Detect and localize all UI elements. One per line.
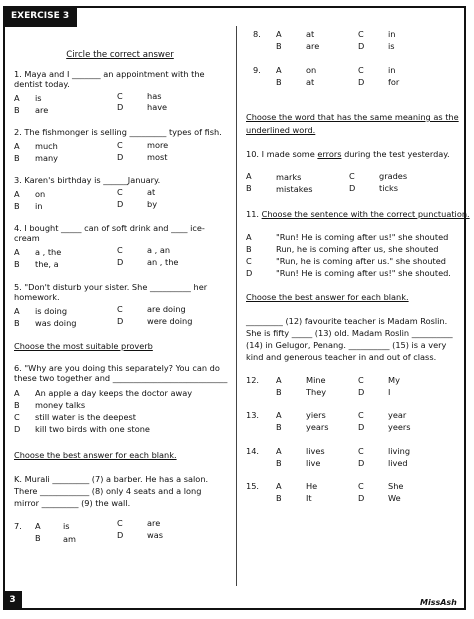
q6-option-a[interactable]: An apple a day keeps the doctor away bbox=[35, 388, 193, 398]
page-number: 3 bbox=[3, 591, 22, 610]
q12-option-d[interactable]: I bbox=[388, 387, 391, 397]
q13-option-b[interactable]: years bbox=[306, 422, 329, 432]
q13-letter-d: D bbox=[358, 422, 365, 432]
q7-letter-d: D bbox=[117, 530, 124, 540]
q15-letter-d: D bbox=[358, 493, 365, 503]
q2-letter-a: A bbox=[14, 141, 20, 151]
q10-letter-c: C bbox=[349, 171, 355, 181]
q8-letter-a: A bbox=[276, 29, 282, 39]
q10-text-post: during the test yesterday. bbox=[341, 149, 450, 159]
q6-text: 6. "Why are you doing this separately? You can do these two together and ____________________________ bbox=[14, 363, 228, 383]
q7-letter-b: B bbox=[35, 533, 41, 543]
meaning-heading-line2: underlined word. bbox=[246, 125, 316, 135]
q2-letter-d: D bbox=[117, 152, 124, 162]
q12-option-c[interactable]: My bbox=[388, 375, 400, 385]
q11-number: 11. bbox=[246, 209, 262, 219]
q5-option-a[interactable]: is doing bbox=[35, 306, 68, 316]
q11-letter-a: A bbox=[246, 232, 252, 242]
column-divider bbox=[236, 26, 237, 586]
q14-letter-d: D bbox=[358, 458, 365, 468]
q5-text: 5. "Don't disturb your sister. She __________ her homework. bbox=[14, 282, 208, 302]
q6-option-b[interactable]: money talks bbox=[35, 400, 86, 410]
q15-option-b[interactable]: It bbox=[306, 493, 312, 503]
q6-letter-b: B bbox=[14, 400, 20, 410]
q4-option-d[interactable]: an , the bbox=[147, 257, 179, 267]
q10-option-a[interactable]: marks bbox=[276, 172, 302, 182]
q1-letter-b: B bbox=[14, 105, 20, 115]
q15-option-d[interactable]: We bbox=[388, 493, 401, 503]
q10-option-d[interactable]: ticks bbox=[379, 183, 398, 193]
q11-heading-text: Choose the sentence with the correct punctuation. bbox=[261, 209, 470, 219]
page-border bbox=[3, 6, 466, 610]
q12-letter-a: A bbox=[276, 375, 282, 385]
q8-option-d[interactable]: is bbox=[388, 41, 395, 51]
q14-letter-c: C bbox=[358, 446, 364, 456]
q13-letter-c: C bbox=[358, 410, 364, 420]
q1-text: 1. Maya and I _______ an appointment with the dentist today. bbox=[14, 69, 205, 89]
q11-option-c[interactable]: "Run, he is coming after us." she shouted bbox=[276, 256, 446, 266]
q9-letter-d: D bbox=[358, 77, 365, 87]
q15-number: 15. bbox=[246, 481, 260, 491]
q4-letter-a: A bbox=[14, 247, 20, 257]
q11-option-d[interactable]: "Run! He is coming after us!" she shouted. bbox=[276, 268, 451, 278]
q5-letter-c: C bbox=[117, 304, 123, 314]
q6-letter-a: A bbox=[14, 388, 20, 398]
q1-option-c[interactable]: has bbox=[147, 91, 162, 101]
q3-text: 3. Karen's birthday is ______January. bbox=[14, 175, 161, 185]
blank1-heading: Choose the best answer for each blank. bbox=[14, 450, 177, 460]
q13-option-a[interactable]: yiers bbox=[306, 410, 326, 420]
q5-option-c[interactable]: are doing bbox=[147, 304, 186, 314]
q14-letter-b: B bbox=[276, 458, 282, 468]
q9-number: 9. bbox=[253, 65, 261, 75]
q15-letter-a: A bbox=[276, 481, 282, 491]
q5-letter-a: A bbox=[14, 306, 20, 316]
q10-letter-b: B bbox=[246, 183, 252, 193]
q7-option-c[interactable]: are bbox=[147, 518, 161, 528]
q3-letter-c: C bbox=[117, 187, 123, 197]
q9-letter-b: B bbox=[276, 77, 282, 87]
q12-letter-c: C bbox=[358, 375, 364, 385]
q8-letter-b: B bbox=[276, 41, 282, 51]
q14-option-c[interactable]: living bbox=[388, 446, 411, 456]
blank2-passage: _________ (12) favourite teacher is Madam Roslin. She is fifty _____ (13) old. Madam Roslin __________ (14) in Gelugor, Penang. __________ (15) is a very kind and generous teacher in and out of class. bbox=[246, 316, 453, 362]
q3-option-b[interactable]: in bbox=[35, 201, 43, 211]
q14-option-d[interactable]: lived bbox=[388, 458, 408, 468]
q9-option-b[interactable]: at bbox=[306, 77, 315, 87]
q13-option-c[interactable]: year bbox=[388, 410, 407, 420]
q15-option-a[interactable]: He bbox=[306, 481, 318, 491]
q6-letter-c: C bbox=[14, 412, 20, 422]
q3-option-d[interactable]: by bbox=[147, 199, 158, 209]
q10-option-b[interactable]: mistakes bbox=[276, 184, 313, 194]
q12-number: 12. bbox=[246, 375, 260, 385]
q9-option-c[interactable]: in bbox=[388, 65, 396, 75]
q2-option-a[interactable]: much bbox=[35, 141, 58, 151]
q2-option-b[interactable]: many bbox=[35, 153, 59, 163]
q11-heading bbox=[246, 210, 470, 220]
blank1-passage: K. Murali _________ (7) a barber. He has a salon. There ____________ (8) only 4 seats and a long mirror _________ (9) the wall. bbox=[14, 474, 209, 508]
q6-option-c[interactable]: still water is the deepest bbox=[35, 412, 136, 422]
q8-letter-c: C bbox=[358, 29, 364, 39]
q6-letter-d: D bbox=[14, 424, 21, 434]
q11-letter-c: C bbox=[246, 256, 252, 266]
blank2-heading: Choose the best answer for each blank. bbox=[246, 292, 409, 302]
q7-letter-c: C bbox=[117, 518, 123, 528]
q3-letter-a: A bbox=[14, 189, 20, 199]
q4-option-a[interactable]: a , the bbox=[35, 247, 62, 257]
q11-letter-b: B bbox=[246, 244, 252, 254]
q8-option-a[interactable]: at bbox=[306, 29, 315, 39]
q3-option-c[interactable]: at bbox=[147, 187, 156, 197]
q1-option-d[interactable]: have bbox=[147, 102, 168, 112]
q15-letter-b: B bbox=[276, 493, 282, 503]
q14-number: 14. bbox=[246, 446, 260, 456]
q12-option-b[interactable]: They bbox=[306, 387, 327, 397]
q10-underlined-word: errors bbox=[317, 149, 342, 159]
q5-option-b[interactable]: was doing bbox=[35, 318, 77, 328]
q1-option-b[interactable]: are bbox=[35, 105, 49, 115]
q2-option-d[interactable]: most bbox=[147, 152, 168, 162]
q12-letter-b: B bbox=[276, 387, 282, 397]
q10-option-c[interactable]: grades bbox=[379, 171, 408, 181]
q1-letter-d: D bbox=[117, 102, 124, 112]
q7-option-d[interactable]: was bbox=[147, 530, 163, 540]
q9-option-a[interactable]: on bbox=[306, 65, 317, 75]
q4-letter-d: D bbox=[117, 257, 124, 267]
q10-letter-d: D bbox=[349, 183, 356, 193]
q10-letter-a: A bbox=[246, 171, 252, 181]
q1-option-a[interactable]: is bbox=[35, 93, 42, 103]
q6-option-d[interactable]: kill two birds with one stone bbox=[35, 424, 150, 434]
q4-option-b[interactable]: the, a bbox=[35, 259, 59, 269]
exercise-tab: EXERCISE 3 bbox=[3, 6, 77, 27]
q8-option-b[interactable]: are bbox=[306, 41, 320, 51]
q13-option-d[interactable]: yeers bbox=[388, 422, 411, 432]
q2-option-c[interactable]: more bbox=[147, 140, 169, 150]
q3-letter-d: D bbox=[117, 199, 124, 209]
q4-option-c[interactable]: a , an bbox=[147, 245, 171, 255]
q3-option-a[interactable]: on bbox=[35, 189, 46, 199]
q14-option-b[interactable]: live bbox=[306, 458, 321, 468]
q10-text bbox=[246, 150, 450, 160]
q10-text-pre: 10. I made some bbox=[246, 149, 318, 159]
q8-letter-d: D bbox=[358, 41, 365, 51]
q13-letter-a: A bbox=[276, 410, 282, 420]
q1-letter-c: C bbox=[117, 91, 123, 101]
q14-letter-a: A bbox=[276, 446, 282, 456]
q15-letter-c: C bbox=[358, 481, 364, 491]
q4-letter-b: B bbox=[14, 259, 20, 269]
q11-option-b[interactable]: Run, he is coming after us, she shouted bbox=[276, 244, 439, 254]
q7-option-b[interactable]: am bbox=[63, 534, 76, 544]
q15-option-c[interactable]: She bbox=[388, 481, 404, 491]
q11-option-a[interactable]: "Run! He is coming after us!" she shouted bbox=[276, 232, 449, 242]
q12-option-a[interactable]: Mine bbox=[306, 375, 326, 385]
q5-letter-b: B bbox=[14, 318, 20, 328]
q4-letter-c: C bbox=[117, 245, 123, 255]
q8-option-c[interactable]: in bbox=[388, 29, 396, 39]
q7-number: 7. bbox=[14, 521, 22, 531]
brand-signature: MissAsh bbox=[420, 598, 457, 607]
q5-option-d[interactable]: were doing bbox=[147, 316, 193, 326]
q4-text: 4. I bought _____ can of soft drink and ____ ice-cream bbox=[14, 223, 205, 243]
q7-letter-a: A bbox=[35, 521, 41, 531]
meaning-heading-line1: Choose the word that has the same meaning as the bbox=[246, 112, 459, 122]
q9-letter-c: C bbox=[358, 65, 364, 75]
q8-number: 8. bbox=[253, 29, 261, 39]
q13-letter-b: B bbox=[276, 422, 282, 432]
instruction-heading: Circle the correct answer bbox=[66, 50, 174, 60]
q2-letter-c: C bbox=[117, 140, 123, 150]
q3-letter-b: B bbox=[14, 201, 20, 211]
q14-option-a[interactable]: lives bbox=[306, 446, 325, 456]
proverb-heading: Choose the most suitable proverb bbox=[14, 341, 153, 351]
q2-letter-b: B bbox=[14, 153, 20, 163]
q7-option-a[interactable]: is bbox=[63, 521, 70, 531]
q11-letter-d: D bbox=[246, 268, 253, 278]
q12-letter-d: D bbox=[358, 387, 365, 397]
q2-text: 2. The fishmonger is selling _________ types of fish. bbox=[14, 127, 222, 137]
q13-number: 13. bbox=[246, 410, 260, 420]
q9-option-d[interactable]: for bbox=[388, 77, 400, 87]
q5-letter-d: D bbox=[117, 316, 124, 326]
q1-letter-a: A bbox=[14, 93, 20, 103]
q9-letter-a: A bbox=[276, 65, 282, 75]
